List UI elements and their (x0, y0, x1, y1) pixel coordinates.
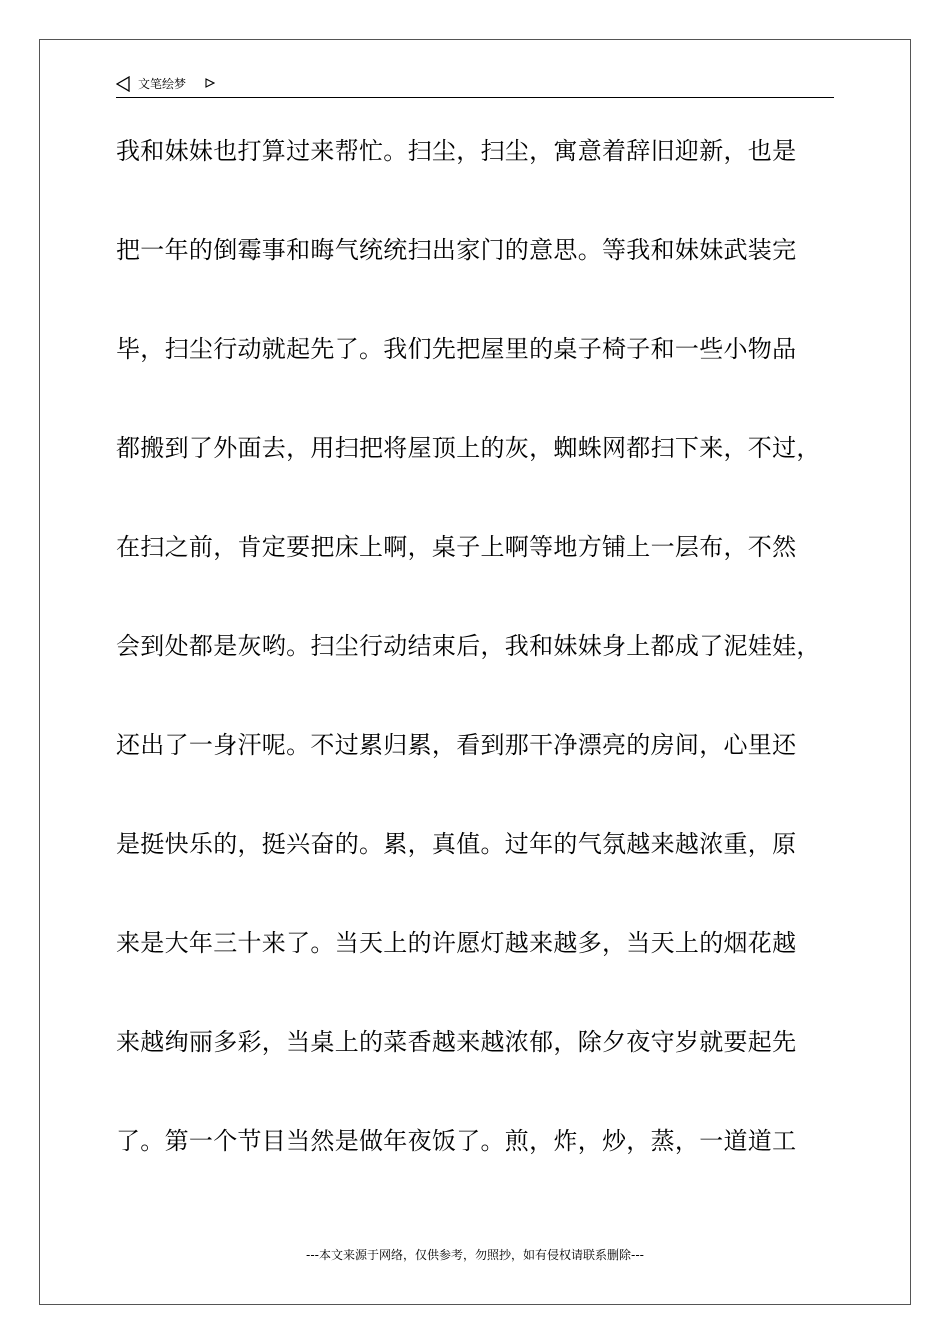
text-line: 在扫之前，肯定要把床上啊，桌子上啊等地方铺上一层布，不然 (116, 533, 797, 561)
text-line: 我和妹妹也打算过来帮忙。扫尘，扫尘，寓意着辞旧迎新，也是 (116, 137, 797, 165)
text-line: 来越绚丽多彩，当桌上的菜香越来越浓郁，除夕夜守岁就要起先 (116, 1028, 797, 1056)
text-line: 了。第一个节目当然是做年夜饭了。煎，炸，炒，蒸，一道道工 (116, 1127, 797, 1155)
text-line: 还出了一身汗呢。不过累归累，看到那干净漂亮的房间，心里还 (116, 731, 797, 759)
text-line: 来是大年三十来了。当天上的许愿灯越来越多，当天上的烟花越 (116, 929, 797, 957)
text-line: 毕，扫尘行动就起先了。我们先把屋里的桌子椅子和一些小物品 (116, 335, 797, 363)
page-header (116, 74, 834, 98)
text-line: 都搬到了外面去，用扫把将屋顶上的灰，蜘蛛网都扫下来，不过， (116, 434, 821, 462)
body-text (116, 125, 846, 1214)
text-line: 把一年的倒霉事和晦气统统扫出家门的意思。等我和妹妹武装完 (116, 236, 797, 264)
footer-note: ---本文来源于网络，仅供参考，勿照抄，如有侵权请联系删除--- (306, 1248, 644, 1262)
triangle-right-outline-icon (205, 78, 215, 88)
text-line: 会到处都是灰哟。扫尘行动结束后，我和妹妹身上都成了泥娃娃， (116, 632, 821, 660)
text-line: 是挺快乐的，挺兴奋的。累，真值。过年的气氛越来越浓重，原 (116, 830, 797, 858)
header-title: 文笔绘梦 (138, 77, 187, 91)
triangle-left-outline-icon (116, 76, 130, 92)
